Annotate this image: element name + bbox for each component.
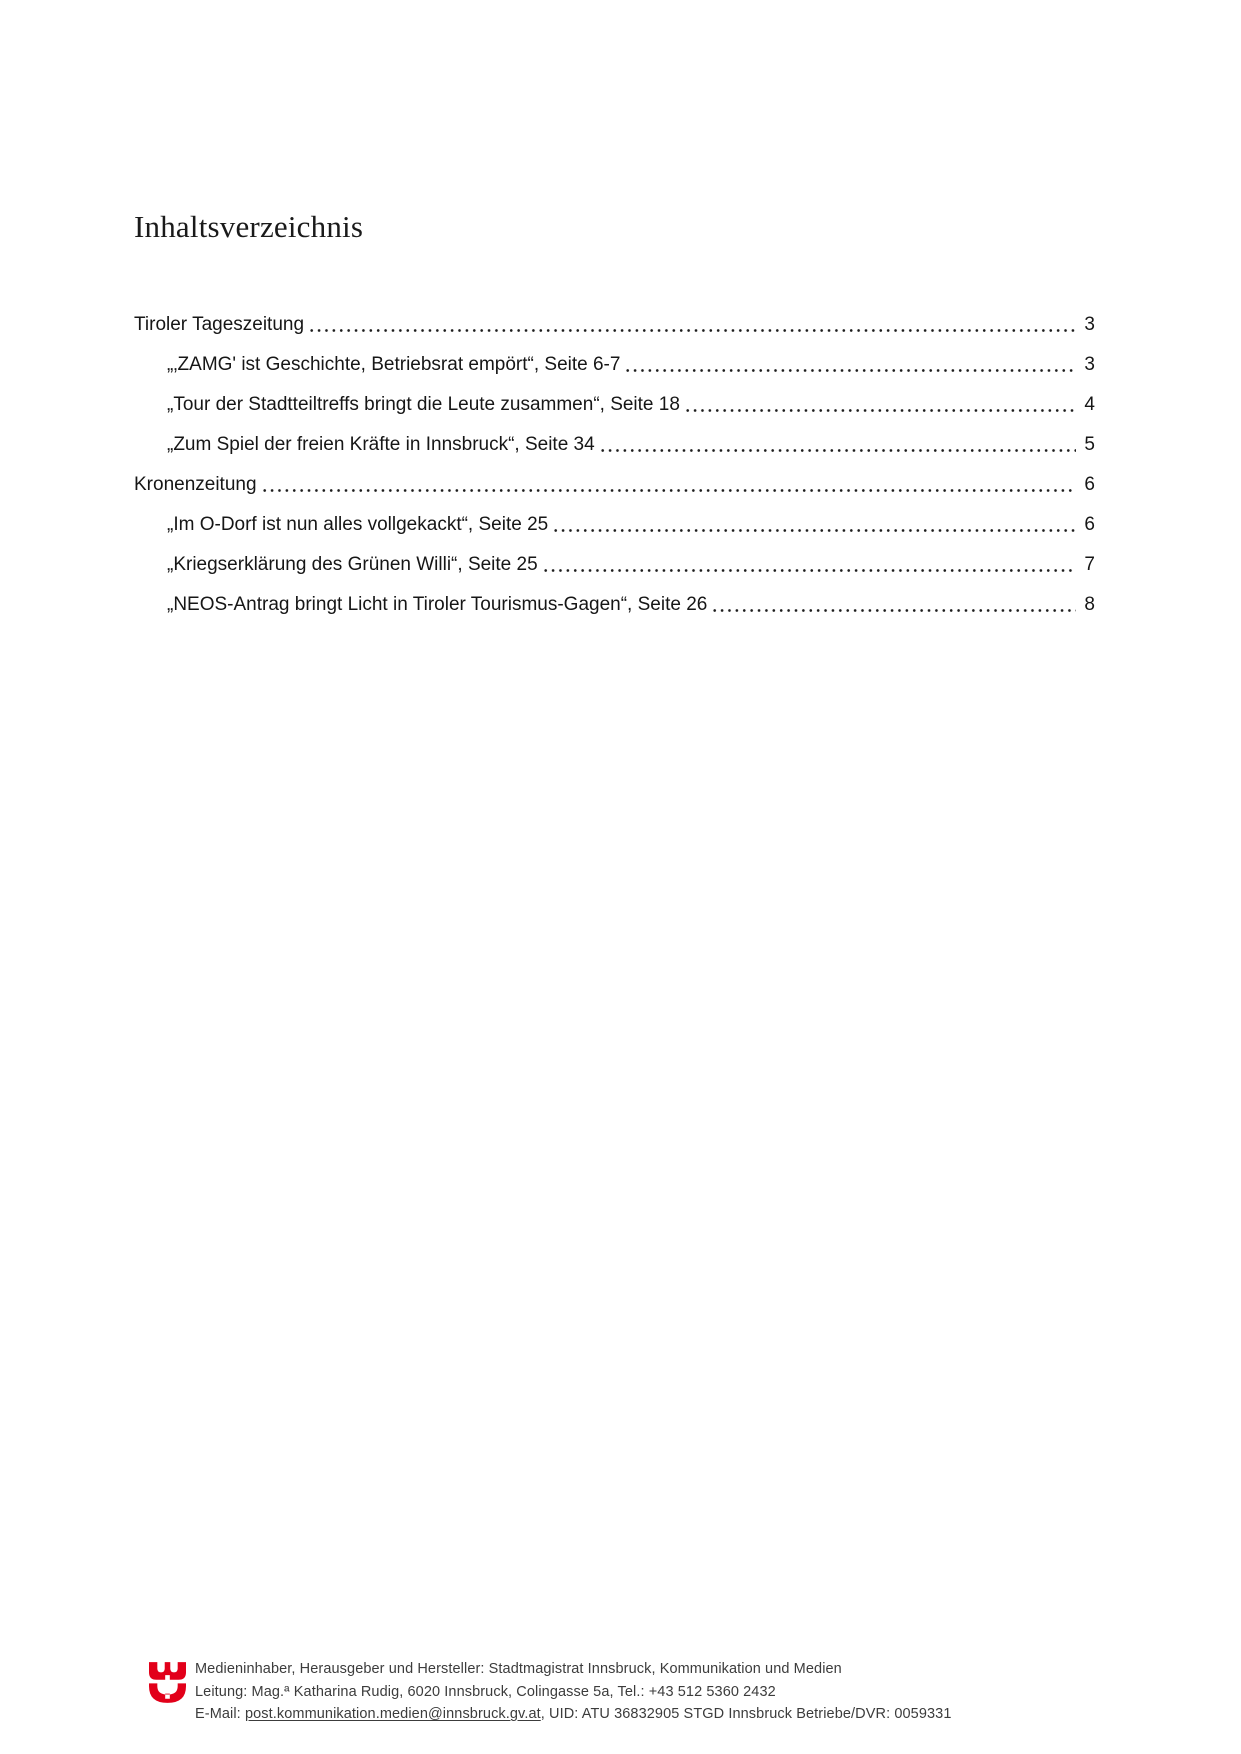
dot-leader: [542, 545, 1076, 585]
toc-page-number: 6: [1084, 474, 1095, 495]
toc-page-number: 5: [1084, 434, 1095, 455]
email-label: E-Mail:: [195, 1706, 245, 1722]
toc-page-number: 7: [1084, 554, 1095, 575]
table-of-contents: [134, 305, 1095, 625]
toc-page-number: 3: [1084, 354, 1095, 375]
dot-leader: [599, 425, 1076, 465]
toc-entry-zamg[interactable]: [134, 345, 1095, 385]
toc-entry-kriegserklaerung[interactable]: [134, 545, 1095, 585]
dot-leader: [552, 505, 1076, 545]
toc-entry-neos-antrag[interactable]: [134, 585, 1095, 625]
imprint-line-2: Leitung: Mag.ª Katharina Rudig, 6020 Innsbruck, Colingasse 5a, Tel.: +43 512 5360 2432: [195, 1683, 776, 1700]
toc-entry-stadtteiltreffs[interactable]: [134, 385, 1095, 425]
toc-entry-label: „Im O-Dorf ist nun alles vollgekackt“, Seite 25: [167, 514, 549, 535]
toc-entry-label: Tiroler Tageszeitung: [134, 314, 305, 335]
toc-entry-label: Kronenzeitung: [134, 474, 257, 495]
toc-entry-tiroler-tageszeitung[interactable]: [134, 305, 1095, 345]
dot-leader: [308, 305, 1076, 345]
toc-entry-label: „Tour der Stadtteiltreffs bringt die Leute zusammen“, Seite 18: [167, 394, 680, 415]
toc-entry-freie-kraefte[interactable]: [134, 425, 1095, 465]
toc-entry-label: „‚ZAMG' ist Geschichte, Betriebsrat empört“, Seite 6-7: [167, 354, 621, 375]
toc-page-number: 8: [1084, 594, 1095, 615]
toc-entry-label: „NEOS-Antrag bringt Licht in Tiroler Tourismus-Gagen“, Seite 26: [167, 594, 708, 615]
toc-entry-kronenzeitung[interactable]: [134, 465, 1095, 505]
dot-leader: [624, 345, 1076, 385]
dot-leader: [684, 385, 1076, 425]
dot-leader: [711, 585, 1076, 625]
imprint-line-3-rest: , UID: ATU 36832905 STGD Innsbruck Betriebe/DVR: 0059331: [540, 1706, 952, 1722]
imprint-line-1: Medieninhaber, Herausgeber und Hersteller: Stadtmagistrat Innsbruck, Kommunikation und Medien: [195, 1661, 842, 1677]
imprint-text: [195, 1658, 1141, 1726]
page-footer: [149, 1658, 1141, 1726]
toc-page-number: 6: [1084, 514, 1095, 535]
toc-entry-o-dorf[interactable]: [134, 505, 1095, 545]
page-title: Inhaltsverzeichnis: [134, 209, 364, 244]
imprint-line-3: [195, 1703, 1141, 1726]
toc-page-number: 3: [1084, 314, 1095, 335]
toc-entry-label: „Kriegserklärung des Grünen Willi“, Seite 25: [167, 554, 538, 575]
email-link[interactable]: post.kommunikation.medien@innsbruck.gv.at: [244, 1706, 541, 1722]
toc-entry-label: „Zum Spiel der freien Kräfte in Innsbruck“, Seite 34: [167, 434, 595, 455]
toc-page-number: 4: [1084, 394, 1095, 415]
dot-leader: [261, 465, 1076, 505]
innsbruck-city-logo-icon: [149, 1662, 186, 1703]
